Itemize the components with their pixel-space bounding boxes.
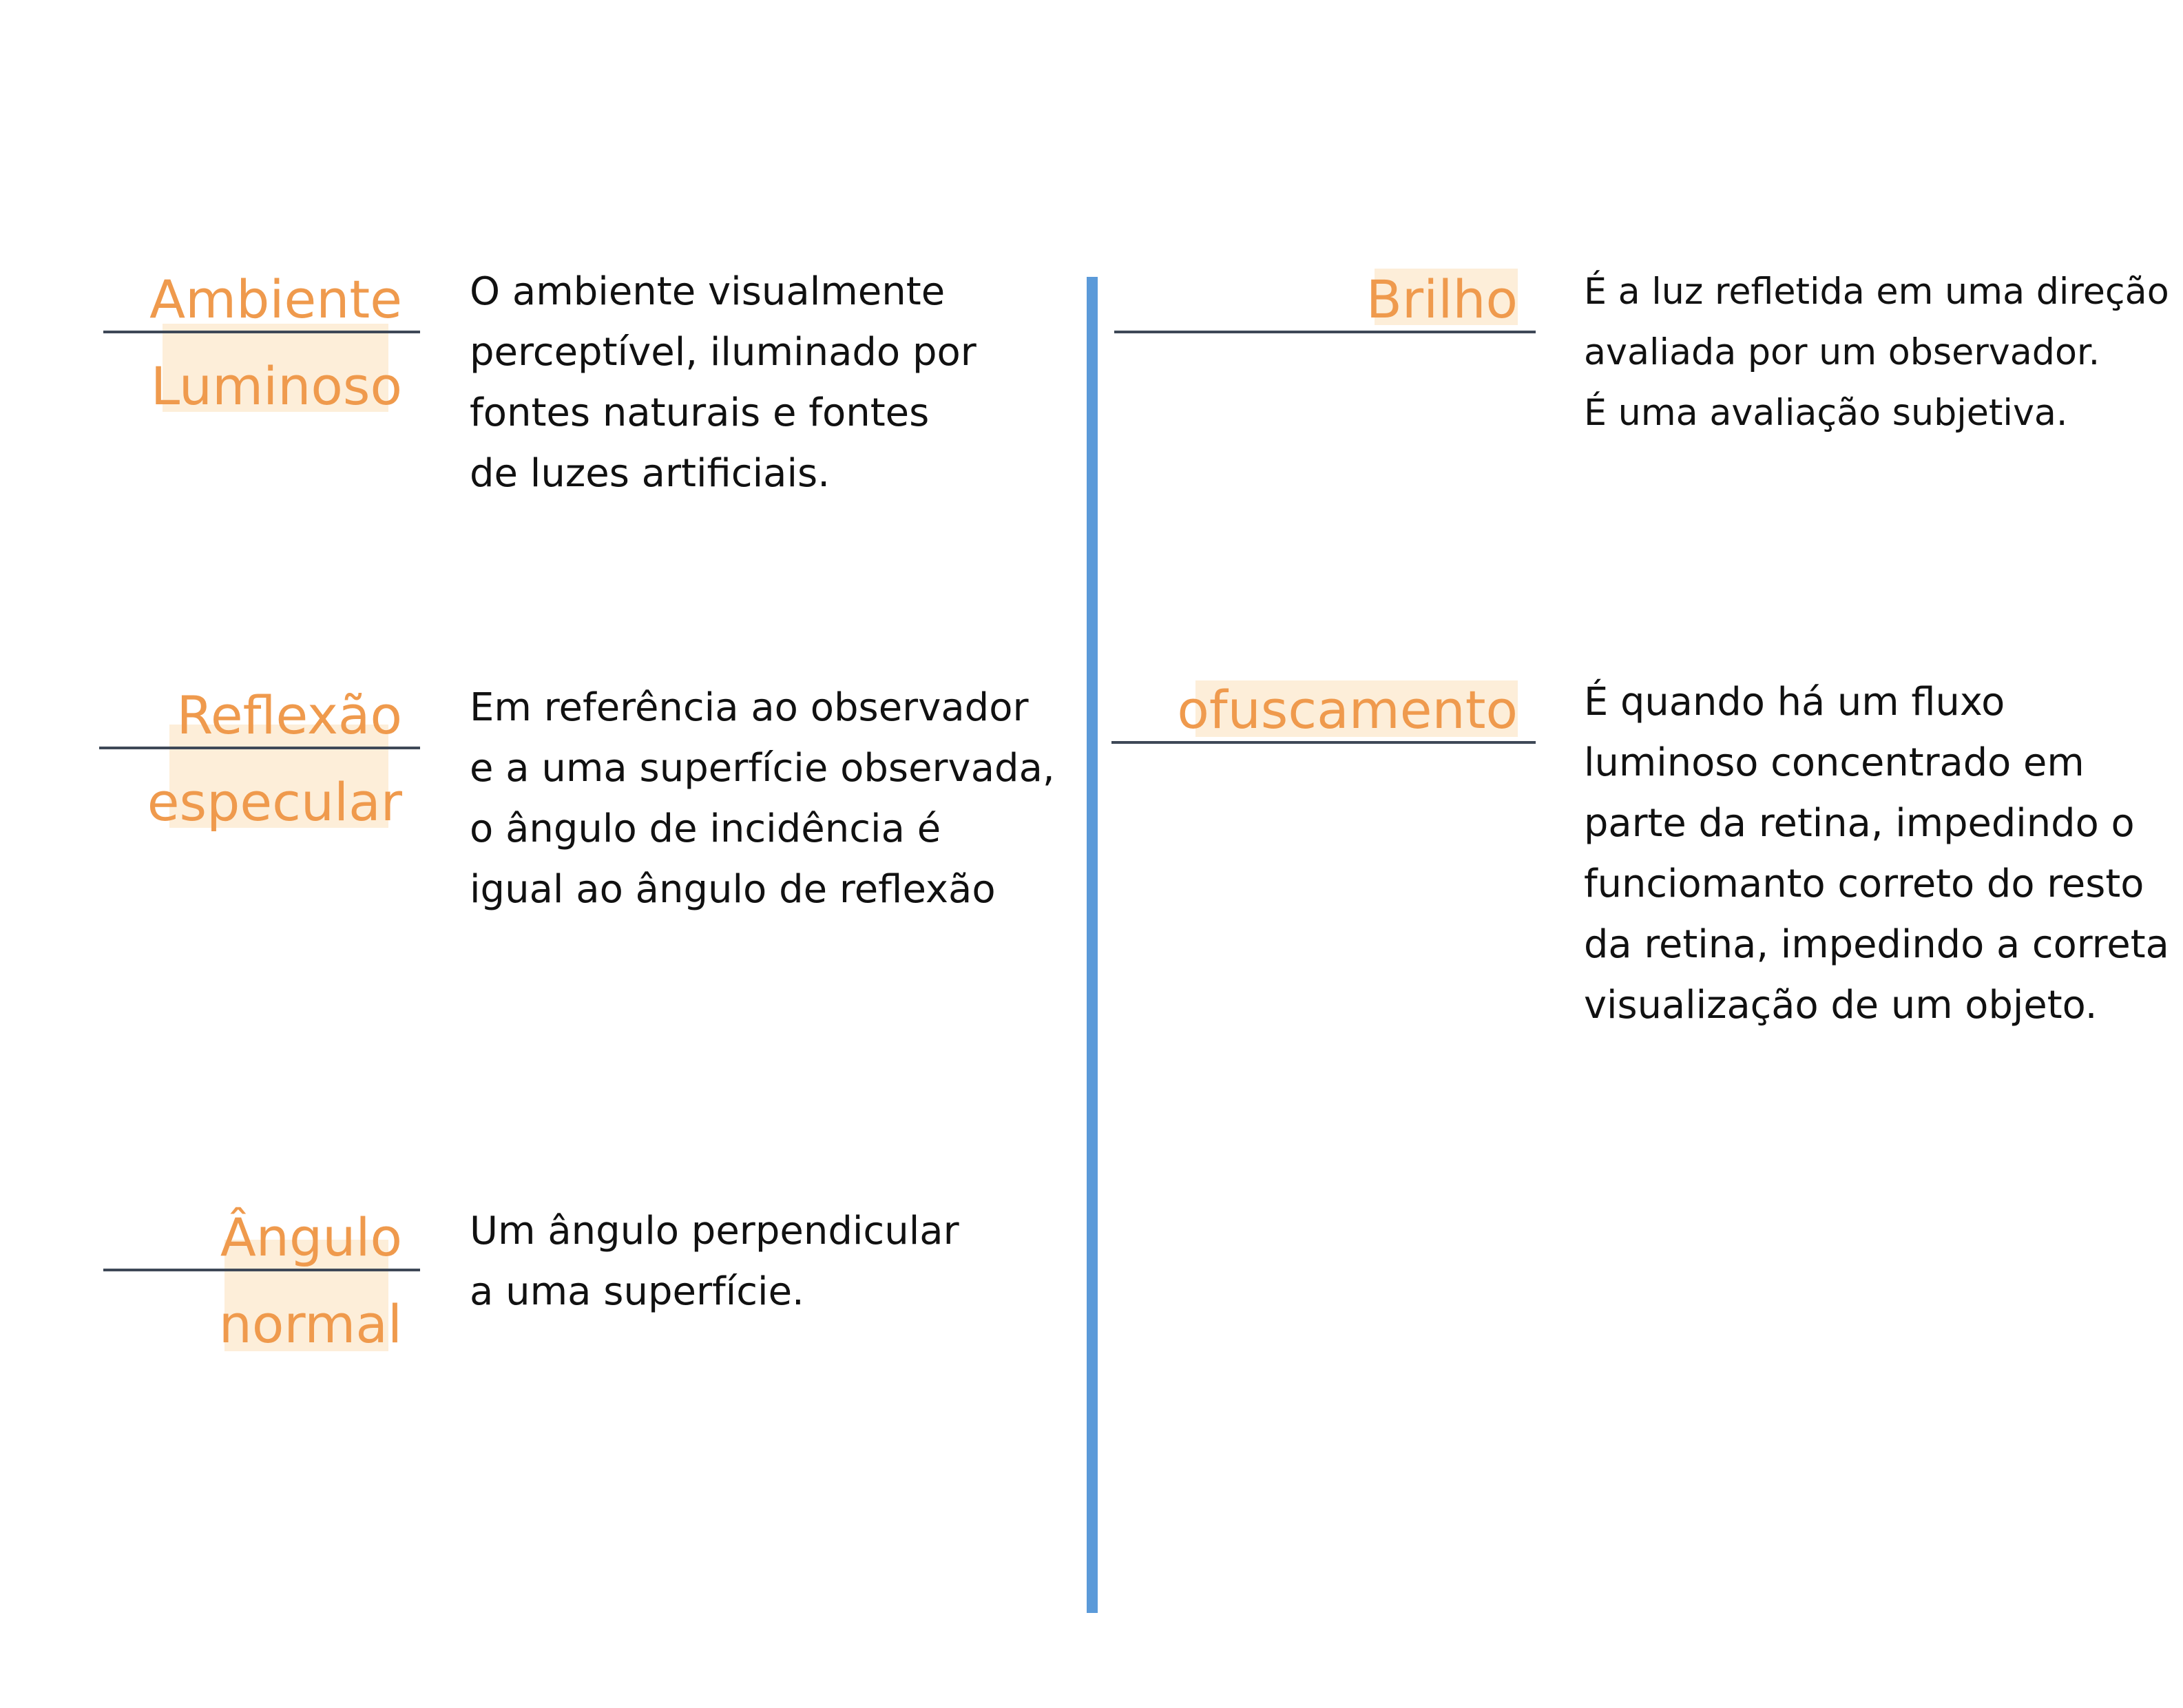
definition-line: e a uma superfície observada, <box>470 746 1055 791</box>
definition-line: O ambiente visualmente <box>470 269 946 314</box>
definition-reflexao-especular <box>470 678 1055 920</box>
definition-line: fontes naturais e fontes <box>470 390 930 435</box>
term-line: ofuscamento <box>1177 679 1518 740</box>
definition-line: luminoso concentrado em <box>1584 740 2085 785</box>
term-line: Luminoso <box>150 355 402 417</box>
definition-line: parte da retina, impedindo o <box>1584 801 2135 846</box>
term-underline <box>1114 331 1536 333</box>
definition-line: visualização de um objeto. <box>1584 983 2098 1028</box>
column-divider <box>1087 277 1098 1613</box>
term-line: Brilho <box>1366 269 1518 330</box>
term-underline <box>103 331 420 333</box>
definition-line: perceptível, iluminado por <box>470 330 976 375</box>
term-line: Ângulo <box>220 1207 402 1268</box>
definition-ambiente-luminoso <box>470 262 976 504</box>
definition-ofuscamento <box>1584 672 2169 1036</box>
definition-line: a uma superfície. <box>470 1269 804 1314</box>
term-angulo-normal <box>219 1194 402 1368</box>
definition-line: Em referência ao observador <box>470 685 1029 730</box>
definition-line: É uma avaliação subjetiva. <box>1584 392 2068 434</box>
term-underline <box>99 747 420 749</box>
definition-line: o ângulo de incidência é <box>470 806 941 851</box>
definition-line: avaliada por um observador. <box>1584 331 2100 373</box>
definition-line: igual ao ângulo de reflexão <box>470 867 996 912</box>
term-underline <box>1111 741 1536 744</box>
definition-line: funciomanto correto do resto <box>1584 862 2144 906</box>
term-reflexao-especular <box>147 672 402 846</box>
definition-line: Um ângulo perpendicular <box>470 1209 959 1253</box>
definition-angulo-normal <box>470 1201 959 1322</box>
definition-line: É quando há um fluxo <box>1584 680 2005 725</box>
definition-line: de luzes artificiais. <box>470 451 831 496</box>
definition-line: É a luz refletida em uma direção <box>1584 271 2169 313</box>
definition-brilho <box>1584 262 2169 444</box>
term-ambiente-luminoso <box>149 256 402 430</box>
term-line: Ambiente <box>149 269 402 330</box>
term-line: normal <box>218 1293 402 1355</box>
term-line: Reflexão <box>176 685 402 746</box>
term-line: especular <box>147 771 402 833</box>
definition-line: da retina, impedindo a correta <box>1584 922 2169 967</box>
term-underline <box>103 1269 420 1271</box>
